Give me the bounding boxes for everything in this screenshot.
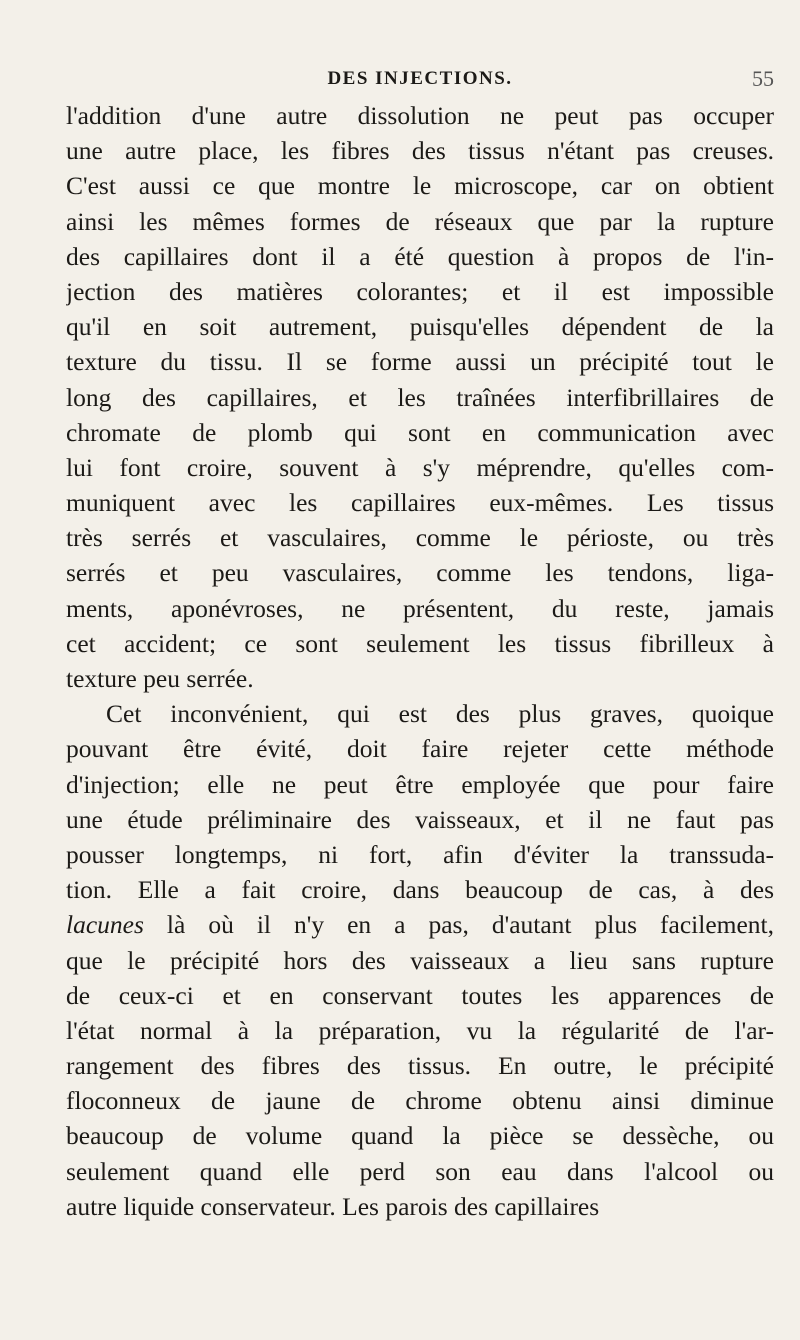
text-line: autre liquide conservateur. Les parois des capillaires (66, 1191, 600, 1221)
body-text (66, 98, 774, 1224)
text-line: des capillaires dont il a été question à propos de l'in- (66, 241, 774, 271)
italic-word: lacunes (66, 910, 144, 940)
text-line: cet accident; ce sont seulement les tissus fibrilleux à (66, 628, 774, 658)
text-line: l'état normal à la préparation, vu la régularité de l'ar- (66, 1015, 774, 1045)
text-line: ments, aponévroses, ne présentent, du reste, jamais (66, 593, 774, 623)
text-line: pouvant être évité, doit faire rejeter cette méthode (66, 734, 774, 764)
text-line: pousser longtemps, ni fort, afin d'éviter la transsuda- (66, 839, 774, 869)
text-line: beaucoup de volume quand la pièce se dessèche, ou (66, 1121, 774, 1151)
text-line-rest: là où il n'y en a pas, d'autant plus facilement, (166, 910, 774, 940)
text-line: serrés et peu vasculaires, comme les tendons, liga- (66, 558, 774, 588)
text-line: une étude préliminaire des vaisseaux, et il ne faut pas (66, 804, 774, 834)
text-line: chromate de plomb qui sont en communication avec (66, 417, 774, 447)
page-header (66, 68, 774, 98)
text-line: ainsi les mêmes formes de réseaux que par la rupture (66, 206, 774, 236)
text-line: texture du tissu. Il se forme aussi un précipité tout le (66, 347, 774, 377)
text-line: rangement des fibres des tissus. En outre, le précipité (66, 1051, 774, 1081)
text-line: C'est aussi ce que montre le microscope, car on obtient (66, 171, 774, 201)
text-line: jection des matières colorantes; et il est impossible (66, 276, 774, 306)
text-line: long des capillaires, et les traînées interfibrillaires de (66, 382, 774, 412)
text-line: Cet inconvénient, qui est des plus graves, quoique (106, 699, 774, 729)
page-number: 55 (752, 66, 774, 91)
text-line: floconneux de jaune de chrome obtenu ainsi diminue (66, 1086, 774, 1116)
text-line: d'injection; elle ne peut être employée que pour faire (66, 769, 774, 799)
running-title: DES INJECTIONS. (327, 68, 513, 89)
text-line: l'addition d'une autre dissolution ne peut pas occuper (66, 101, 774, 130)
text-line: seulement quand elle perd son eau dans l'alcool ou (66, 1156, 774, 1186)
text-line: une autre place, les fibres des tissus n'étant pas creuses. (66, 136, 774, 166)
text-line-with-italic (66, 907, 774, 942)
text-line: que le précipité hors des vaisseaux a lieu sans rupture (66, 945, 774, 975)
text-line: texture peu serrée. (66, 664, 254, 693)
text-line: muniquent avec les capillaires eux-mêmes. Les tissus (66, 488, 774, 518)
text-line: qu'il en soit autrement, puisqu'elles dépendent de la (66, 312, 774, 342)
text-line: lui font croire, souvent à s'y méprendre, qu'elles com- (66, 452, 774, 482)
text-line: de ceux-ci et en conservant toutes les apparences de (66, 980, 774, 1010)
text-line: tion. Elle a fait croire, dans beaucoup de cas, à des (66, 875, 774, 905)
text-line: très serrés et vasculaires, comme le périoste, ou très (66, 523, 774, 553)
